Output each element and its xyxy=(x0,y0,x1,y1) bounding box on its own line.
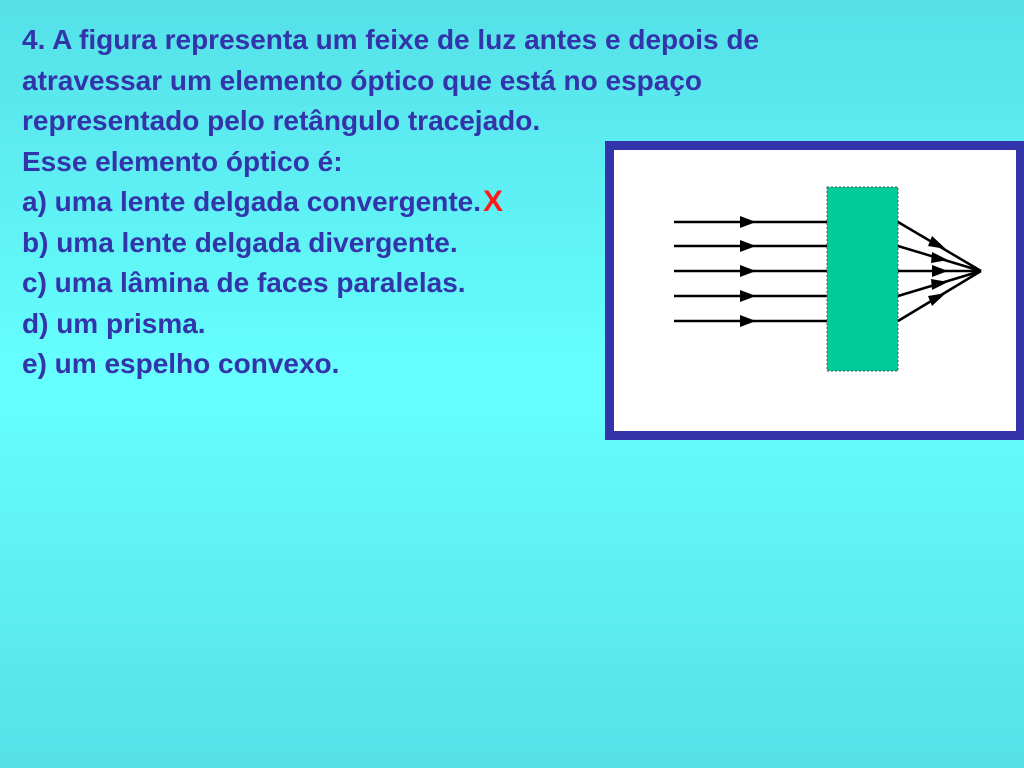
option-b: b) uma lente delgada divergente. xyxy=(22,226,458,258)
question-stem-line-2: atravessar um elemento óptico que está no espaço xyxy=(22,64,703,96)
arrowhead-icon xyxy=(740,240,756,252)
arrowhead-icon xyxy=(740,315,756,327)
arrowhead-icon xyxy=(740,265,756,277)
correct-answer-mark: X xyxy=(483,185,504,218)
optics-figure-frame xyxy=(605,141,1024,440)
arrowhead-icon xyxy=(740,216,756,228)
option-d: d) um prisma. xyxy=(22,307,206,339)
optical-element xyxy=(827,187,898,371)
arrowhead-icon xyxy=(928,293,946,306)
arrowhead-icon xyxy=(932,265,948,277)
option-e: e) um espelho convexo. xyxy=(22,348,340,379)
converging-rays-diagram xyxy=(614,150,1016,431)
option-a-text: a) uma lente delgada convergente. xyxy=(22,186,482,217)
option-c: c) uma lâmina de faces paralelas. xyxy=(22,267,466,298)
arrowhead-icon xyxy=(928,236,946,249)
question-stem-line-3: representado pelo retângulo tracejado. xyxy=(22,105,541,136)
arrowhead-icon xyxy=(740,290,756,302)
question-prompt: Esse elemento óptico é: xyxy=(22,145,343,177)
question-stem-line-1: 4. A figura representa um feixe de luz antes e depois de xyxy=(22,24,760,55)
incident-arrowheads xyxy=(740,216,756,327)
